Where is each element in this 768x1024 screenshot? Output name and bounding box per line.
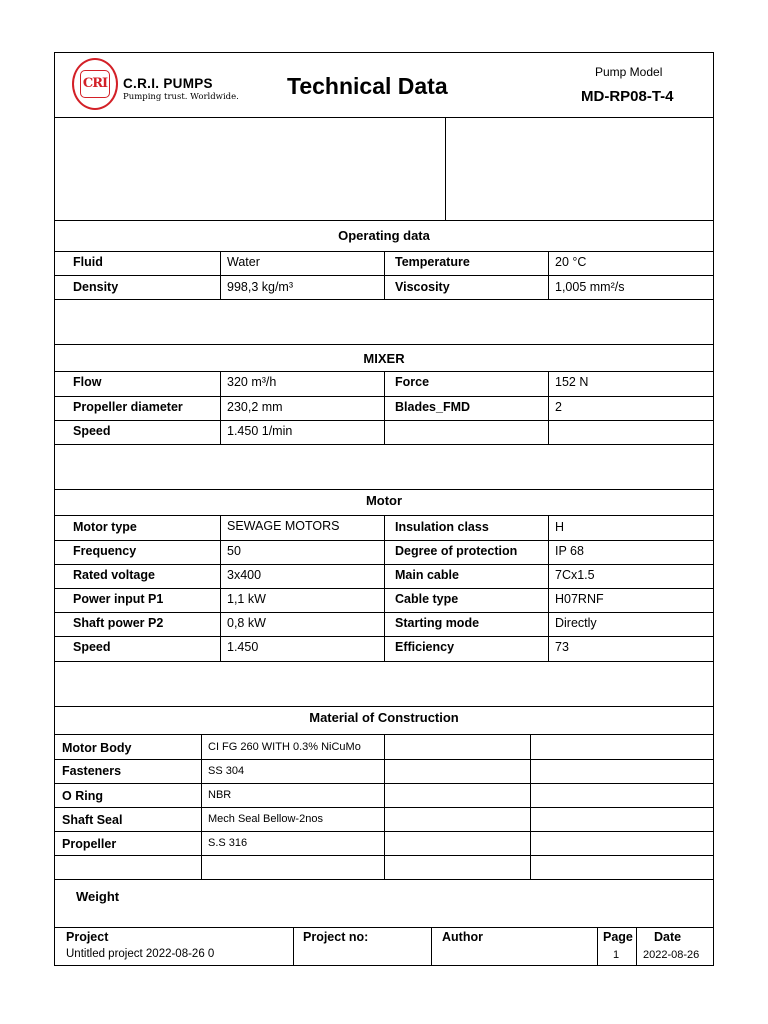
material-value: SS 304 <box>208 765 245 777</box>
footer-page-value: 1 <box>613 949 620 961</box>
field-label: Density <box>73 280 119 294</box>
divider <box>597 927 598 966</box>
field-value: IP 68 <box>555 544 584 558</box>
field-label: Rated voltage <box>73 568 155 582</box>
field-label: Cable type <box>395 592 459 606</box>
footer-date-value: 2022-08-26 <box>643 949 700 961</box>
divider <box>384 371 385 444</box>
footer-project-value: Untitled project 2022-08-26 0 <box>66 948 214 960</box>
divider <box>293 927 294 966</box>
divider <box>54 661 714 662</box>
page-title: Technical Data <box>287 73 448 99</box>
material-value: Mech Seal Bellow-2nos <box>208 813 323 825</box>
material-label: O Ring <box>62 789 103 803</box>
field-label: Force <box>395 375 430 389</box>
divider <box>636 927 637 966</box>
divider <box>548 515 549 661</box>
divider <box>431 927 432 966</box>
section-heading-motor: Motor <box>365 493 403 508</box>
divider <box>54 706 714 707</box>
field-label: Efficiency <box>395 640 455 654</box>
field-value: 1.450 <box>227 640 259 654</box>
cri-logo-icon <box>72 58 118 110</box>
material-label: Motor Body <box>62 741 132 755</box>
divider <box>384 734 385 879</box>
weight-label: Weight <box>76 889 120 904</box>
field-label: Fluid <box>73 255 103 269</box>
field-value: 20 °C <box>555 255 587 269</box>
material-value: CI FG 260 WITH 0.3% NiCuMo <box>208 741 361 753</box>
field-label: Insulation class <box>395 520 489 534</box>
material-value: NBR <box>208 789 232 801</box>
field-value: 7Cx1.5 <box>555 568 595 582</box>
field-label: Speed <box>73 424 111 438</box>
field-value: 73 <box>555 640 569 654</box>
footer-project-label: Project <box>66 930 109 944</box>
field-value: Water <box>227 255 260 269</box>
field-label: Temperature <box>395 255 470 269</box>
field-value: SEWAGE MOTORS <box>227 519 340 533</box>
field-value: Directly <box>555 616 597 630</box>
divider <box>548 371 549 444</box>
field-label: Power input P1 <box>73 592 164 606</box>
section-heading-material: Material of Construction <box>309 710 459 725</box>
divider <box>54 220 714 221</box>
material-value: S.S 316 <box>208 837 248 849</box>
footer-project-no-label: Project no: <box>303 930 369 944</box>
section-heading-mixer: MIXER <box>363 351 405 366</box>
field-value: H07RNF <box>555 592 604 606</box>
divider <box>220 515 221 661</box>
brand-tagline: Pumping trust. Worldwide. <box>123 92 239 102</box>
divider <box>54 879 714 880</box>
field-value: 1.450 1/min <box>227 424 293 438</box>
field-value: 0,8 kW <box>227 616 266 630</box>
divider <box>548 251 549 299</box>
divider <box>54 344 714 345</box>
field-label: Shaft power P2 <box>73 616 164 630</box>
field-value: 320 m³/h <box>227 375 277 389</box>
field-label: Starting mode <box>395 616 480 630</box>
footer-date-label: Date <box>654 930 682 944</box>
field-label: Motor type <box>73 520 137 534</box>
field-label: Flow <box>73 375 102 389</box>
material-label: Shaft Seal <box>62 813 123 827</box>
material-label: Propeller <box>62 837 117 851</box>
field-value: 50 <box>227 544 241 558</box>
divider <box>384 515 385 661</box>
divider <box>530 734 531 879</box>
field-label: Propeller diameter <box>73 400 183 414</box>
divider <box>384 251 385 299</box>
logo-monogram: CRI <box>80 70 110 98</box>
field-label: Speed <box>73 640 111 654</box>
divider <box>54 299 714 300</box>
divider <box>54 117 714 118</box>
divider <box>220 251 221 299</box>
field-value: 3x400 <box>227 568 262 582</box>
field-label: Frequency <box>73 544 137 558</box>
pump-model-label: Pump Model <box>595 65 663 79</box>
divider <box>54 489 714 490</box>
field-value: 1,1 kW <box>227 592 266 606</box>
divider <box>54 927 714 928</box>
material-label: Fasteners <box>62 764 122 778</box>
divider <box>54 444 714 445</box>
field-value: 2 <box>555 400 562 414</box>
field-value: 152 N <box>555 375 589 389</box>
divider <box>220 371 221 444</box>
brand-name: C.R.I. PUMPS <box>123 76 213 91</box>
section-heading-operating: Operating data <box>338 228 430 243</box>
field-value: 1,005 mm²/s <box>555 280 625 294</box>
footer-page-label: Page <box>603 930 633 944</box>
field-label: Main cable <box>395 568 459 582</box>
pump-model-value: MD-RP08-T-4 <box>581 88 674 105</box>
field-label: Degree of protection <box>395 544 518 558</box>
field-label: Viscosity <box>395 280 450 294</box>
footer-author-label: Author <box>442 930 483 944</box>
field-value: 998,3 kg/m³ <box>227 280 294 294</box>
divider <box>201 734 202 879</box>
field-value: 230,2 mm <box>227 400 283 414</box>
field-label: Blades_FMD <box>395 400 471 414</box>
field-value: H <box>555 520 565 534</box>
divider <box>445 117 446 220</box>
